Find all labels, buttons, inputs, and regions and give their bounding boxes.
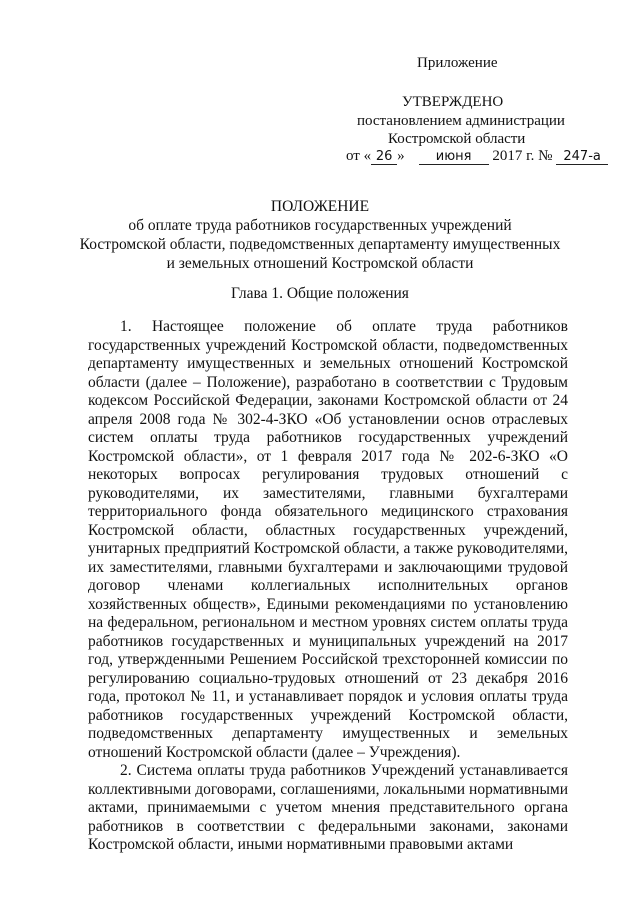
document-subtitle-line-3: и земельных отношений Костромской области: [166, 255, 474, 272]
document-title-block: [60, 197, 580, 273]
paragraph-1: 1. Настоящее положение об оплате труда работников государственных учреждений Костромской области, подведомственных департаменту имущественных и земельных отношений Костромской области (далее – Положение), разработано в соответствии с Трудовым кодексом Российской Федерации, законами Костромской области от 24 апреля 2008 года № 302-4-ЗКО «Об установлении основ отраслевых систем оплаты труда работников государственных учреждений Костромской области», от 1 февраля 2017 года № 202-6-ЗКО «О некоторых вопросах регулирования трудовых отношений с руководителями, их заместителями, главными бухгалтерами территориального фонда обязательного медицинского страхования Костромской области, областных государственных учреждений, унитарных предприятий Костромской области, а также руководителями, их заместителями, главными бухгалтерами и заключающими трудовой договор членами коллегиальных исполнительных органов хозяйственных обществ», Едиными рекомендациями по установлению на федеральном, региональном и местном уровнях систем оплаты труда работников государственных и муниципальных учреждений на 2017 год, утвержденными Решением Российской трехсторонней комиссии по регулированию социально-трудовых отношений от 23 декабря 2016 года, протокол № 11, и устанавливает порядок и условия оплаты труда работников государственных учреждений Костромской области, подведомственных департаменту имущественных и земельных отношений Костромской области (далее – Учреждения).: [88, 318, 568, 761]
handwritten-month: июня: [419, 149, 489, 165]
document-subtitle-line-1: об оплате труда работников государственных учреждений: [128, 217, 512, 234]
body-text: [88, 318, 568, 855]
approved-stamp-text: УТВЕРЖДЕНО: [402, 94, 504, 110]
approved-by-line: постановлением администрации: [357, 113, 565, 129]
date-prefix: от «: [346, 148, 372, 164]
handwritten-day: 26: [371, 149, 397, 165]
paragraph-2: 2. Система оплаты труда работников Учреждений устанавливается коллективными договорами, соглашениями, локальными нормативными актами, принимаемыми с учетом мнения представительного органа работников в соответствии с федеральными законами, законами Костромской области, иными нормативными правовыми актами: [88, 762, 568, 853]
chapter-heading: Глава 1. Общие положения: [231, 285, 409, 302]
resolution-date-line: [346, 148, 608, 165]
year-and-number-label: 2017 г. №: [492, 148, 553, 164]
date-mid: »: [397, 148, 405, 164]
document-subtitle-line-2: Костромской области, подведомственных департаменту имущественных: [79, 236, 561, 253]
handwritten-number: 247-а: [556, 149, 608, 165]
region-line: Костромской области: [388, 131, 526, 147]
document-title: ПОЛОЖЕНИЕ: [270, 198, 370, 215]
appendix-label: Приложение: [417, 55, 498, 71]
